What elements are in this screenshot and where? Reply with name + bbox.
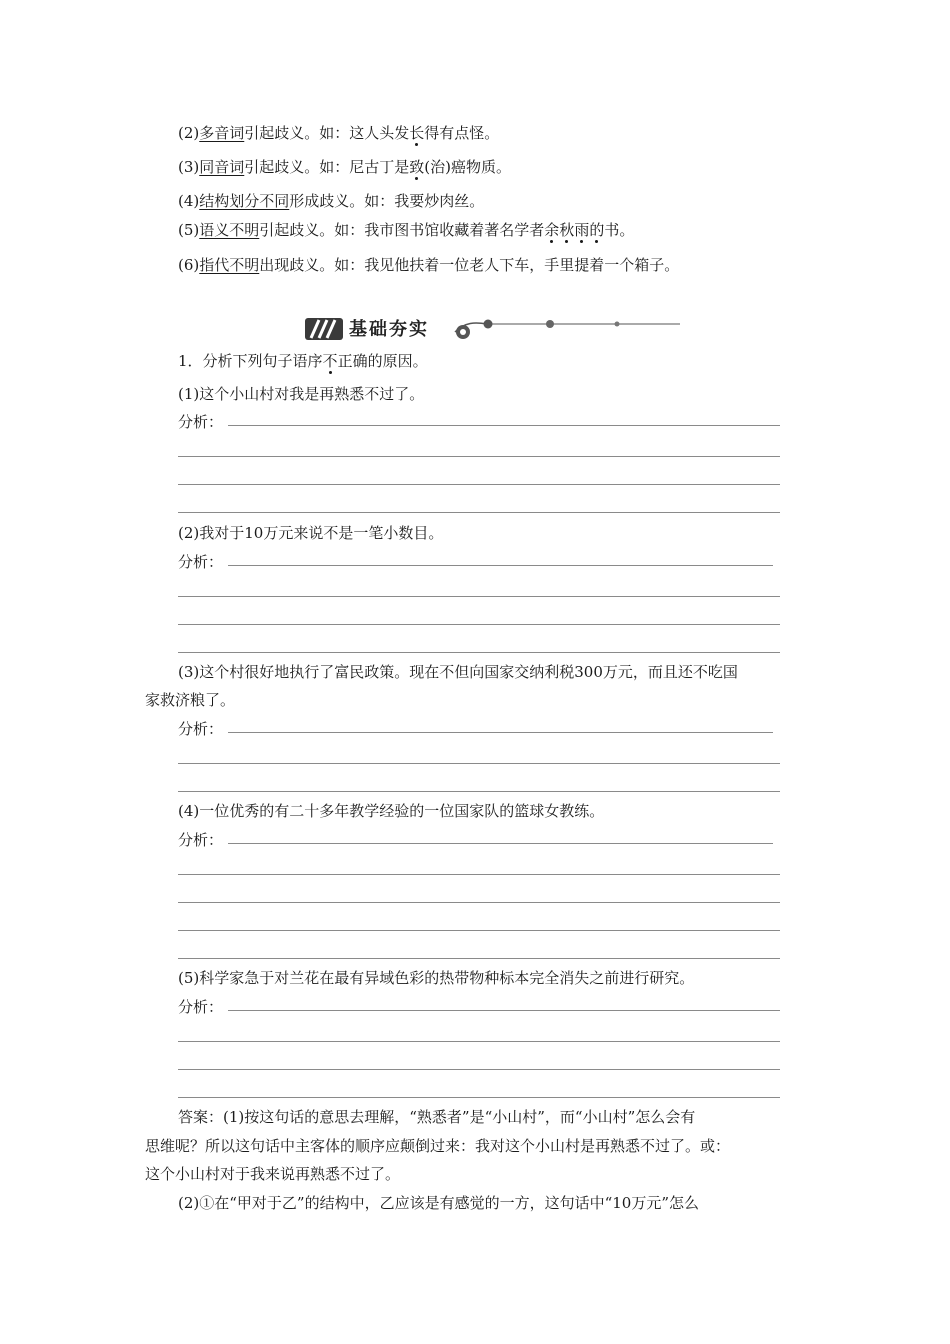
analysis-field[interactable] — [178, 996, 223, 1018]
answer-line[interactable] — [178, 902, 780, 903]
item-number: (3) — [178, 158, 200, 176]
item-term: 多音词 — [199, 124, 245, 142]
answer-line[interactable] — [178, 874, 780, 875]
item-text: 得有点怪。 — [424, 124, 500, 142]
sub-question: (2)我对于10万元来说不是一笔小数目。 — [178, 524, 444, 542]
analysis-label: 分析： — [178, 831, 224, 849]
answer-line[interactable] — [178, 930, 780, 931]
list-item — [178, 156, 511, 178]
analysis-label: 分析： — [178, 720, 224, 738]
list-item — [178, 254, 679, 276]
list-item — [178, 219, 634, 241]
analysis-field[interactable] — [178, 411, 223, 433]
answer-line[interactable] — [178, 512, 780, 513]
sub-question: (4)一位优秀的有二十多年教学经验的一位国家队的篮球女教练。 — [178, 802, 605, 820]
item-number: (2) — [178, 124, 200, 142]
answer-line[interactable] — [178, 484, 780, 485]
answer-line[interactable] — [178, 456, 780, 457]
question-text: 1．分析下列句子语序 — [178, 352, 323, 370]
sub-question-continued: 家救济粮了。 — [145, 691, 236, 709]
item-number: (5) — [178, 221, 200, 239]
item-text: 形成歧义。如：我要炒肉丝。 — [289, 192, 485, 210]
item-number: (4) — [178, 192, 200, 210]
answer-line[interactable] — [178, 652, 780, 653]
item-text: (治)癌物质。 — [424, 158, 512, 176]
item-term: 结构划分不同 — [199, 192, 290, 210]
emphasis-char: 长 — [409, 124, 425, 142]
question-text: 正确的原因。 — [337, 352, 428, 370]
list-item — [178, 190, 484, 212]
answer-line[interactable] — [178, 596, 780, 597]
answer-line[interactable] — [178, 624, 780, 625]
sub-question: (1)这个小山村对我是再熟悉不过了。 — [178, 385, 425, 403]
question-prompt — [178, 350, 428, 372]
answer-text: (2)①在“甲对于乙”的结构中，乙应该是有感觉的一方，这句话中“10万元”怎么 — [178, 1194, 700, 1212]
item-text: 引起歧义。如：我市图书馆收藏着著名学者 — [259, 221, 545, 239]
item-term: 指代不明 — [199, 256, 260, 274]
answer-line[interactable] — [178, 1069, 780, 1070]
emphasis-char: 致 — [409, 158, 425, 176]
answer-text: 这个小山村对于我来说再熟悉不过了。 — [145, 1165, 401, 1183]
item-text: 出现歧义。如：我见他扶着一位老人下车，手里提着一个箱子。 — [259, 256, 680, 274]
item-term: 同音词 — [199, 158, 245, 176]
analysis-label: 分析： — [178, 998, 224, 1016]
answer-line[interactable] — [178, 1041, 780, 1042]
answer-text: 思维呢？所以这句话中主客体的顺序应颠倒过来：我对这个小山村是再熟悉不过了。或： — [145, 1137, 731, 1155]
answer-line[interactable] — [178, 763, 780, 764]
emphasis-char: 的 — [589, 221, 605, 239]
section-header — [305, 312, 685, 346]
emphasis-char: 余 — [544, 221, 560, 239]
emphasis-char: 不 — [322, 352, 338, 370]
analysis-field[interactable] — [178, 829, 223, 851]
item-number: (6) — [178, 256, 200, 274]
list-item — [178, 122, 499, 144]
answer-line[interactable] — [178, 958, 780, 959]
item-text: 引起歧义。如：尼古丁是 — [244, 158, 410, 176]
analysis-label: 分析： — [178, 553, 224, 571]
emphasis-char: 雨 — [574, 221, 590, 239]
item-text: 书。 — [604, 221, 635, 239]
emphasis-char: 秋 — [559, 221, 575, 239]
answer-line[interactable] — [178, 1097, 780, 1098]
item-term: 语义不明 — [199, 221, 260, 239]
sub-question: (3)这个村很好地执行了富民政策。现在不但向国家交纳利税300万元，而且还不吃国 — [178, 663, 738, 681]
analysis-field[interactable] — [178, 718, 223, 740]
sub-question: (5)科学家急于对兰花在最有异域色彩的热带物种标本完全消失之前进行研究。 — [178, 969, 695, 987]
answer-line[interactable] — [178, 791, 780, 792]
section-title: 基础夯实 — [349, 319, 429, 340]
item-text: 引起歧义。如：这人头发 — [244, 124, 410, 142]
analysis-label: 分析： — [178, 413, 224, 431]
analysis-field[interactable] — [178, 551, 223, 573]
answer-text: 答案：(1)按这句话的意思去理解，“熟悉者”是“小山村”，而“小山村”怎么会有 — [178, 1108, 696, 1126]
